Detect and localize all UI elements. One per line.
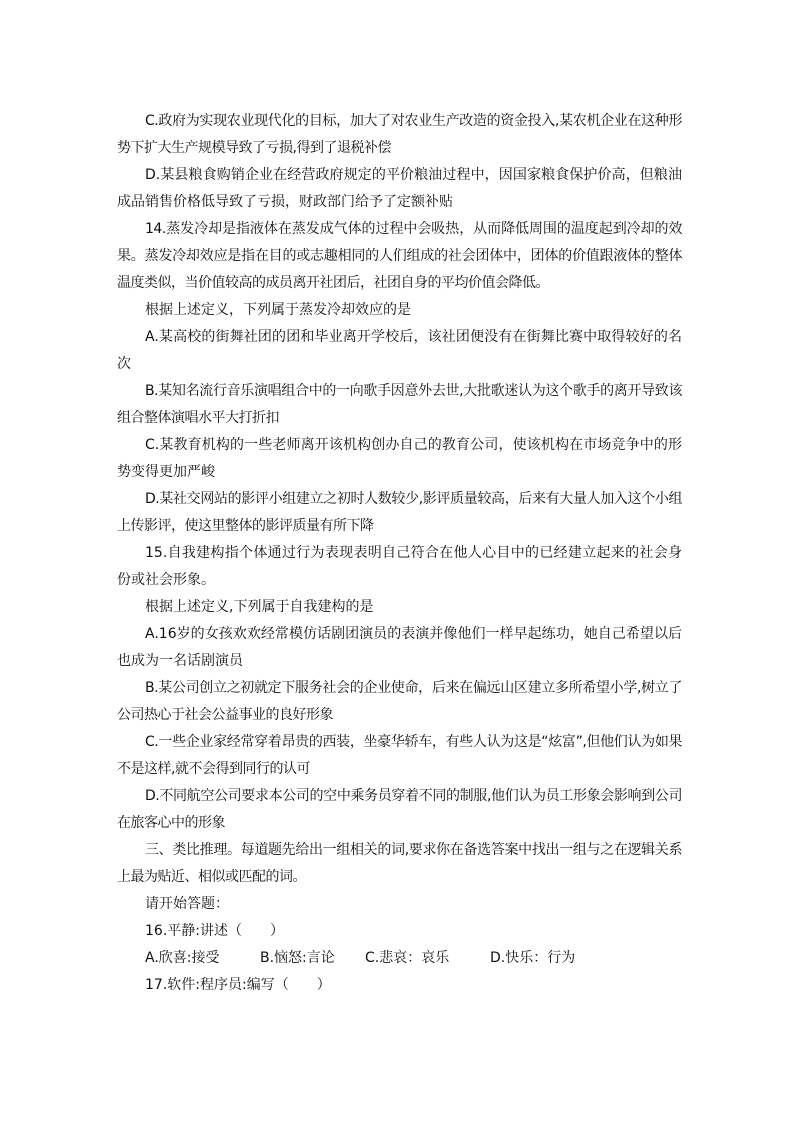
option-15-c: C.一些企业家经常穿着昂贵的西装，坐豪华轿车，有些人认为这是“炫富”,但他们认为如果不是这样,就不会得到同行的认可: [117, 734, 682, 777]
document-body: [117, 108, 682, 999]
option-14-c: C.某教育机构的一些老师离开该机构创办自己的教育公司，使该机构在市场竞争中的形势变得更加严峻: [117, 437, 682, 480]
question-15-prompt: 根据上述定义,下列属于自我建构的是: [145, 599, 374, 615]
option-14-b: B.某知名流行音乐演唱组合中的一向歌手因意外去世,大批歌迷认为这个歌手的离开导致该组合整体演唱水平大打折扣: [117, 383, 682, 426]
option-16-d: D.快乐：行为: [490, 950, 576, 966]
question-15-stem: 15.自我建构指个体通过行为表现表明自己符合在他人心目中的已经建立起来的社会身份或社会形象。: [117, 545, 682, 588]
option-13-d: D.某县粮食购销企业在经营政府规定的平价粮油过程中，因国家粮食保护价高，但粮油成品销售价格低导致了亏损，财政部门给予了定额补贴: [117, 167, 682, 210]
option-14-a: A.某高校的街舞社团的团和毕业离开学校后，该社团便没有在街舞比赛中取得较好的名次: [117, 329, 682, 372]
option-14-d: D.某社交网站的影评小组建立之初时人数较少,影评质量较高，后来有大量人加入这个小组上传影评，使这里整体的影评质量有所下降: [117, 491, 682, 534]
question-16-stem: 16.平静:讲述（ ）: [145, 923, 284, 939]
option-16-a: A.欣喜:接受: [145, 950, 220, 966]
option-13-c: C.政府为实现农业现代化的目标，加大了对农业生产改造的资金投入,某农机企业在这种形势下扩大生产规模导致了亏损,得到了退税补偿: [117, 113, 682, 156]
start-answering-label: 请开始答题：: [145, 896, 229, 912]
question-17-stem: 17.软件:程序员:编写（ ）: [145, 977, 331, 993]
option-16-b: B.恼怒:言论: [260, 950, 335, 966]
question-14-prompt: 根据上述定义，下列属于蒸发冷却效应的是: [145, 302, 411, 318]
question-16-options: [117, 945, 682, 972]
option-16-c: C.悲哀：哀乐: [365, 950, 450, 966]
option-15-a: A.16岁的女孩欢欢经常模仿话剧团演员的表演并像他们一样早起练功，她自己希望以后也成为一名话剧演员: [117, 626, 682, 669]
option-15-d: D.不同航空公司要求本公司的空中乘务员穿着不同的制服,他们认为员工形象会影响到公司在旅客心中的形象: [117, 788, 682, 831]
section-3-heading: 三、类比推理。每道题先给出一组相关的词,要求你在备选答案中找出一组与之在逻辑关系上最为贴近、相似或匹配的词。: [117, 842, 682, 885]
question-14-stem: 14.蒸发冷却是指液体在蒸发成气体的过程中会吸热，从而降低周围的温度起到冷却的效果。蒸发冷却效应是指在目的或志趣相同的人们组成的社会团体中，团体的价值跟液体的整体温度类似，当价值较高的成员离开社团后，社团自身的平均价值会降低。: [117, 221, 682, 291]
option-15-b: B.某公司创立之初就定下服务社会的企业使命，后来在偏远山区建立多所希望小学,树立了公司热心于社会公益事业的良好形象: [117, 680, 682, 723]
